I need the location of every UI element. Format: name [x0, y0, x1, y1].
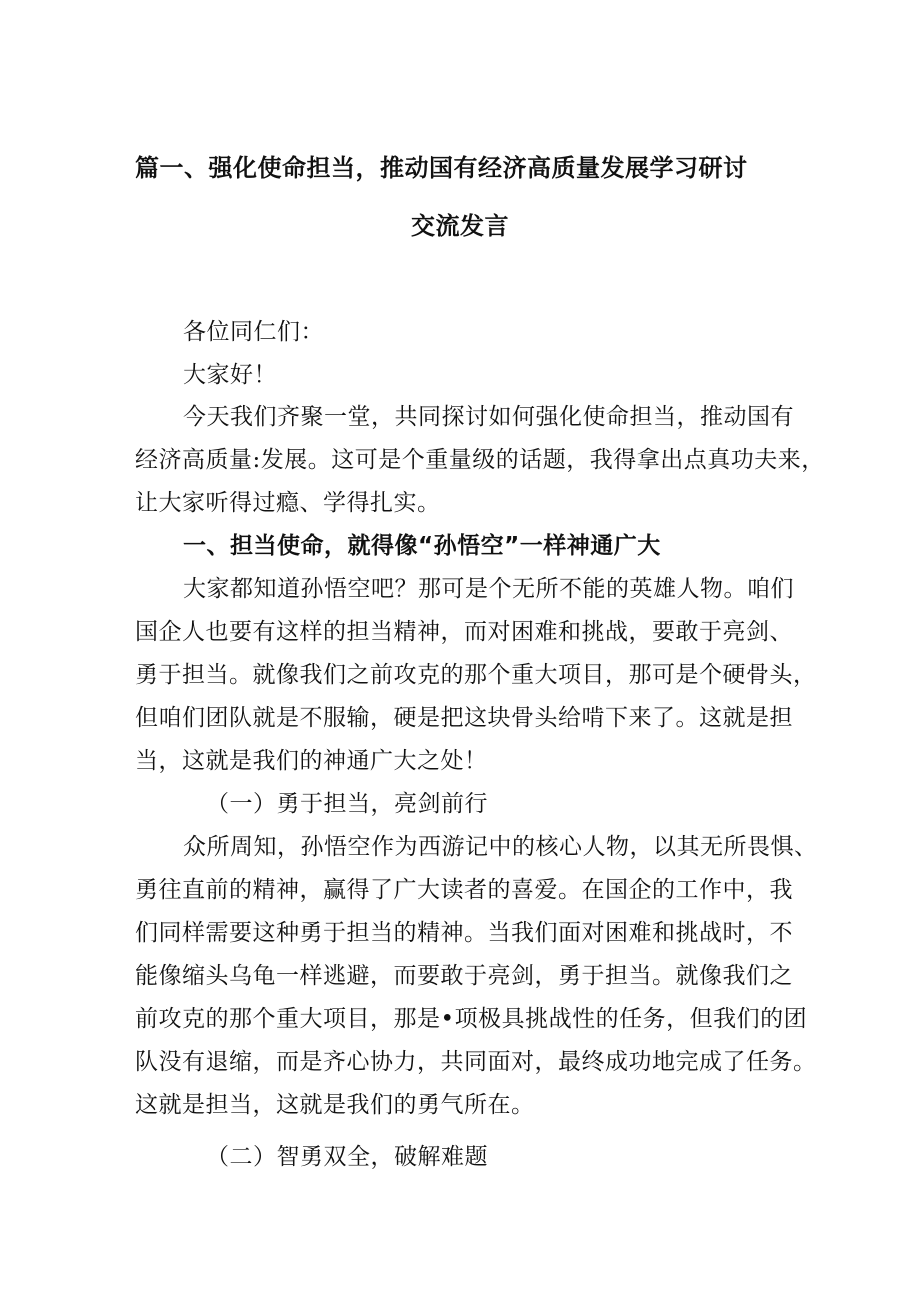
intro-line: 让大家听得过瘾、学得扎实。 — [135, 490, 441, 516]
hello-line: 大家好！ — [183, 362, 277, 388]
document-title-line-1: 篇一、强化使命担当，推动国有经济高质量发展学习研讨 — [135, 154, 748, 182]
subsection-1-paragraph-line: 们同样需要这种勇于担当的精神。当我们面对困难和挑战时，不 — [135, 920, 793, 946]
intro-line: 今天我们齐聚一堂，共同探讨如何强化使命担当，推动国有 — [183, 404, 794, 430]
intro-line: 经济高质量:发展。这可是个重量级的话题，我得拿出点真功夫来， — [135, 447, 825, 473]
subsection-1-paragraph-line: 这就是担当，这就是我们的勇气所在。 — [135, 1092, 535, 1118]
section-1-paragraph-line: 当，这就是我们的神通广大之处！ — [135, 748, 488, 774]
subsection-1-paragraph-line: 队没有退缩，而是齐心协力，共同面对，最终成功地完成了任务。 — [135, 1049, 817, 1075]
section-1-paragraph-line: 但咱们团队就是不服输，硬是把这块骨头给啃下来了。这就是担 — [135, 705, 793, 731]
subsection-1-paragraph-line: 能像缩头乌龟一样逃避，而要敢于亮剑，勇于担当。就像我们之 — [135, 963, 793, 989]
greeting: 各位同仁们： — [183, 319, 324, 345]
subsection-1-heading: （一）勇于担当，亮剑前行 — [206, 791, 488, 817]
subsection-1-paragraph-line: 勇往直前的精神，赢得了广大读者的喜爱。在国企的工作中，我 — [135, 877, 793, 903]
section-1-paragraph-line: 国企人也要有这样的担当精神，而对困难和挑战，要敢于亮剑、 — [135, 619, 793, 645]
section-1-paragraph-line: 大家都知道孙悟空吧？那可是个无所不能的英雄人物。咱们 — [183, 576, 794, 602]
section-1-paragraph-line: 勇于担当。就像我们之前攻克的那个重大项目，那可是个硬骨头， — [135, 662, 817, 688]
subsection-1-paragraph-line: 前攻克的那个重大项目，那是•项极具挑战性的任务，但我们的团 — [135, 1006, 808, 1032]
subsection-1-paragraph-line: 众所周知，孙悟空作为西游记中的核心人物，以其无所畏惧、 — [183, 834, 818, 860]
section-1-heading: 一、担当使命，就得像“孙悟空”一样神通广大 — [183, 533, 661, 559]
subsection-2-heading: （二）智勇双全，破解难题 — [206, 1144, 488, 1170]
document-title-line-2: 交流发言 — [411, 212, 509, 240]
